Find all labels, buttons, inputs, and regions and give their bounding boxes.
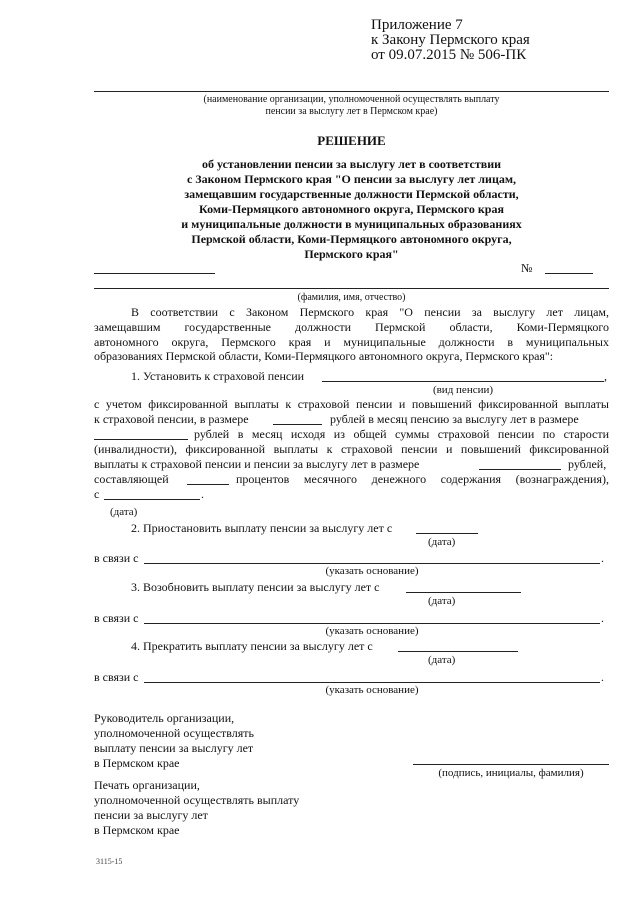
fio-field[interactable] xyxy=(94,288,609,289)
item1-line: (инвалидности), фиксированной выплаты к страховой пенсии и повышений фиксированной xyxy=(94,442,609,456)
intro-line: замещавшим государственные должности Пермской области, Коми-Пермяцкого xyxy=(94,320,609,334)
decision-number-field[interactable] xyxy=(545,273,593,274)
item4-lead: 4. Прекратить выплату пенсии за выслугу лет с xyxy=(131,639,373,653)
number-sign: № xyxy=(521,261,533,275)
head-line: Руководитель организации, xyxy=(94,711,235,725)
fixed-payment-amount-field[interactable] xyxy=(273,424,322,425)
start-date-field[interactable] xyxy=(104,499,200,500)
org-caption-line-1: (наименование организации, уполномоченной осуществлять выплату xyxy=(203,94,500,105)
subtitle-line: замещавшим государственные должности Пермской области, xyxy=(184,187,519,201)
decision-date-field[interactable] xyxy=(94,273,215,274)
item3-lead: 3. Возобновить выплату пенсии за выслугу лет с xyxy=(131,580,380,594)
document-title: РЕШЕНИЕ xyxy=(317,133,386,148)
head-line: выплату пенсии за выслугу лет xyxy=(94,741,254,755)
item1-line: рублей в месяц исходя из общей суммы страховой пенсии по старости xyxy=(194,427,609,441)
item2-lead: 2. Приостановить выплату пенсии за выслугу лет с xyxy=(131,521,393,535)
head-line: уполномоченной осуществлять xyxy=(94,726,254,740)
seal-line: уполномоченной осуществлять выплату xyxy=(94,793,300,807)
resume-date-field[interactable] xyxy=(406,592,521,593)
total-amount-field[interactable] xyxy=(479,469,561,470)
item1-line: составляющей xyxy=(94,472,169,486)
item1-line: рублей, xyxy=(568,457,607,471)
footer-code: 3115-15 xyxy=(96,857,123,866)
percent-field[interactable] xyxy=(187,484,229,485)
signature-field[interactable] xyxy=(413,764,609,765)
item1-line: процентов месячного денежного содержания (вознаграждения), xyxy=(236,472,609,486)
org-name-line xyxy=(94,91,609,92)
pension-type-caption: (вид пенсии) xyxy=(432,384,494,396)
signature-caption: (подпись, инициалы, фамилия) xyxy=(438,767,584,779)
item1-line: с xyxy=(94,487,100,501)
head-line: в Пермском крае xyxy=(94,756,180,770)
appendix-line-1: Приложение 7 xyxy=(371,17,463,33)
seal-line: в Пермском крае xyxy=(94,823,180,837)
appendix-line-3: от 09.07.2015 № 506-ПК xyxy=(371,47,527,63)
reason-lead: в связи с xyxy=(94,551,139,565)
item1-lead: 1. Установить к страховой пенсии xyxy=(131,369,305,383)
seal-line: Печать организации, xyxy=(94,778,200,792)
subtitle-line: и муниципальные должности в муниципальных образованиях xyxy=(181,217,522,231)
subtitle-line: с Законом Пермского края "О пенсии за выслугу лет лицам, xyxy=(186,172,517,186)
intro-line: автономного округа, Пермского края и муниципальные должности в муниципальных xyxy=(94,335,609,349)
start-date-caption: (дата) xyxy=(110,506,138,518)
subtitle-line: Пермской области, Коми-Пермяцкого автономного округа, xyxy=(191,232,512,246)
subtitle-line: Пермского края" xyxy=(304,247,399,261)
suspend-reason-caption: (указать основание) xyxy=(325,565,419,577)
intro-line: В соответствии с Законом Пермского края "О пенсии за выслугу лет лицам, xyxy=(131,305,609,319)
pension-type-field[interactable] xyxy=(322,381,604,382)
stop-date-caption: (дата) xyxy=(428,654,456,666)
stop-reason-caption: (указать основание) xyxy=(325,684,419,696)
stop-date-field[interactable] xyxy=(398,651,518,652)
resume-reason-caption: (указать основание) xyxy=(325,625,419,637)
suspend-date-field[interactable] xyxy=(416,533,478,534)
resume-date-caption: (дата) xyxy=(428,595,456,607)
suspend-date-caption: (дата) xyxy=(428,536,456,548)
fio-caption: (фамилия, имя, отчество) xyxy=(297,292,406,303)
item1-line: к страховой пенсии, в размере xyxy=(94,412,249,426)
subtitle-line: об установлении пенсии за выслугу лет в соответствии xyxy=(201,157,502,171)
intro-line: образованиях Пермской области, Коми-Пермяцкого автономного округа, Пермского края": xyxy=(94,349,554,363)
item1-line: рублей в месяц пенсию за выслугу лет в размере xyxy=(330,412,579,426)
item1-line: выплаты к страховой пенсии и пенсии за выслугу лет в размере xyxy=(94,457,420,471)
reason-lead: в связи с xyxy=(94,670,139,684)
subtitle-line: Коми-Пермяцкого автономного округа, Пермского края xyxy=(199,202,504,216)
reason-lead: в связи с xyxy=(94,611,139,625)
appendix-line-2: к Закону Пермского края xyxy=(371,32,530,48)
item1-line: с учетом фиксированной выплаты к страховой пенсии и повышений фиксированной выплаты xyxy=(94,397,609,411)
seal-line: пенсии за выслугу лет xyxy=(94,808,208,822)
pension-amount-field[interactable] xyxy=(94,439,188,440)
org-caption-line-2: пенсии за выслугу лет в Пермском крае) xyxy=(265,106,438,117)
